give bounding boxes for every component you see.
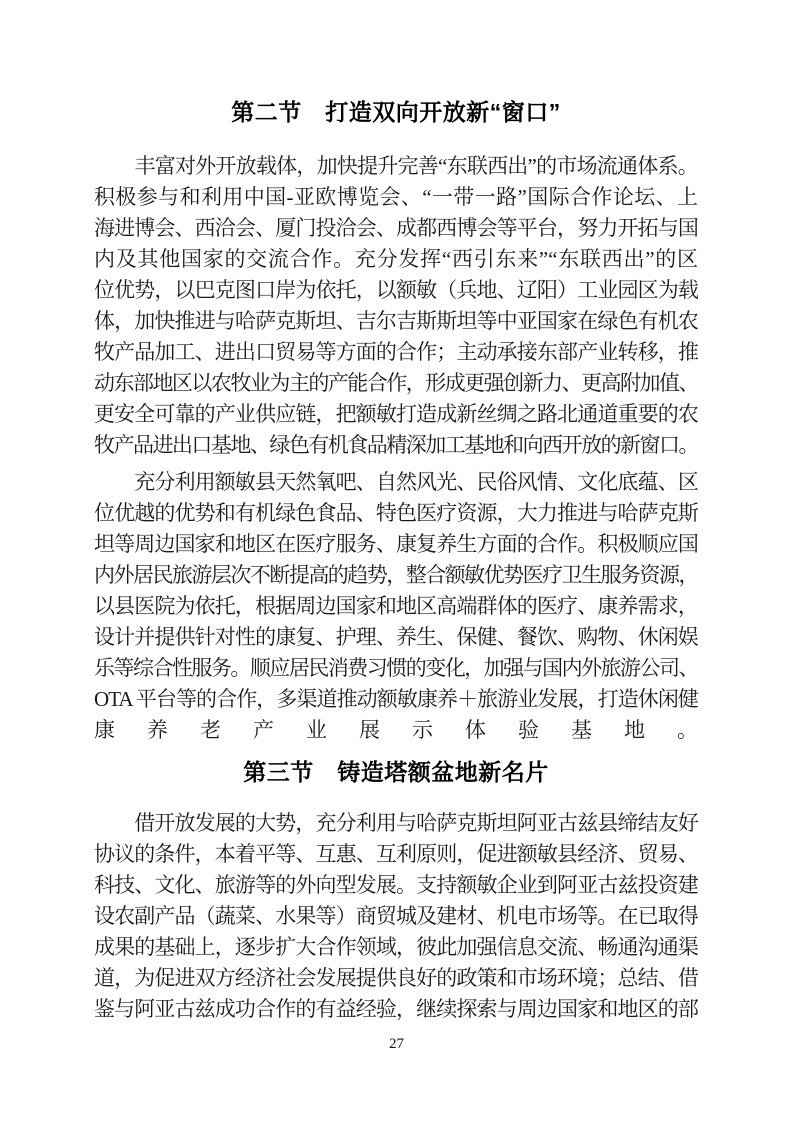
document-body	[94, 0, 698, 1025]
text-line: 借开放发展的大势，充分利用与哈萨克斯坦阿亚古兹县缔结友好	[94, 811, 698, 835]
text-line: 积极参与和利用中国-亚欧博览会、“一带一路”国际合作论坛、上	[94, 185, 698, 209]
text-line: 更安全可靠的产业供应链，把额敏打造成新丝绸之路北通道重要的农	[94, 402, 698, 426]
paragraph-basin-card-1	[94, 808, 698, 1025]
text-line: 海进博会、西洽会、厦门投洽会、成都西博会等平台，努力开拓与国	[94, 216, 698, 240]
text-line: 牧产品进出口基地、绿色有机食品精深加工基地和向西开放的新窗口。	[94, 433, 698, 457]
text-line: 牧产品加工、进出口贸易等方面的合作；主动承接东部产业转移，推	[94, 340, 698, 364]
text-line: 位优越的优势和有机绿色食品、特色医疗资源，大力推进与哈萨克斯	[94, 501, 698, 525]
text-line: 动东部地区以农牧业为主的产能合作，形成更强创新力、更高附加值、	[94, 371, 698, 395]
text-line: 体，加快推进与哈萨克斯坦、吉尔吉斯斯坦等中亚国家在绿色有机农	[94, 309, 698, 333]
text-line: 设农副产品（蔬菜、水果等）商贸城及建材、机电市场等。在已取得	[94, 904, 698, 928]
text-line: 设计并提供针对性的康复、护理、养生、保健、餐饮、购物、休闲娱	[94, 625, 698, 649]
text-line: 科技、文化、旅游等的外向型发展。支持额敏企业到阿亚古兹投资建	[94, 873, 698, 897]
paragraph-open-window-2	[94, 467, 698, 746]
text-line: 内及其他国家的交流合作。充分发挥“西引东来”“东联西出”的区	[94, 247, 698, 271]
text-line: OTA 平台等的合作，多渠道推动额敏康养＋旅游业发展，打造休闲健	[94, 687, 698, 711]
text-line: 道，为促进双方经济社会发展提供良好的政策和市场环境；总结、借	[94, 966, 698, 990]
text-line: 内外居民旅游层次不断提高的趋势，整合额敏优势医疗卫生服务资源，	[94, 563, 698, 587]
text-line: 协议的条件，本着平等、互惠、互利原则，促进额敏县经济、贸易、	[94, 842, 698, 866]
text-line: 鉴与阿亚古兹成功合作的有益经验，继续探索与周边国家和地区的部	[94, 997, 698, 1021]
text-line: 以县医院为依托，根据周边国家和地区高端群体的医疗、康养需求，	[94, 594, 698, 618]
section-heading-third-section: 第三节 铸造塔额盆地新名片	[243, 759, 549, 785]
page-number: 27	[389, 1036, 404, 1052]
text-line: 位优势，以巴克图口岸为依托，以额敏（兵地、辽阳）工业园区为载	[94, 278, 698, 302]
text-line: 康养老产业展示体验基地。	[94, 718, 698, 742]
text-line: 成果的基础上，逐步扩大合作领域，彼此加强信息交流、畅通沟通渠	[94, 935, 698, 959]
text-line: 充分利用额敏县天然氧吧、自然风光、民俗风情、文化底蕴、区	[94, 470, 698, 494]
text-line: 坦等周边国家和地区在医疗服务、康复养生方面的合作。积极顺应国	[94, 532, 698, 556]
section-heading-second-section: 第二节 打造双向开放新“窗口”	[231, 99, 561, 125]
paragraph-open-window-1	[94, 151, 698, 461]
text-line: 乐等综合性服务。顺应居民消费习惯的变化，加强与国内外旅游公司、	[94, 656, 698, 680]
text-line: 丰富对外开放载体，加快提升完善“东联西出”的市场流通体系。	[94, 154, 698, 178]
